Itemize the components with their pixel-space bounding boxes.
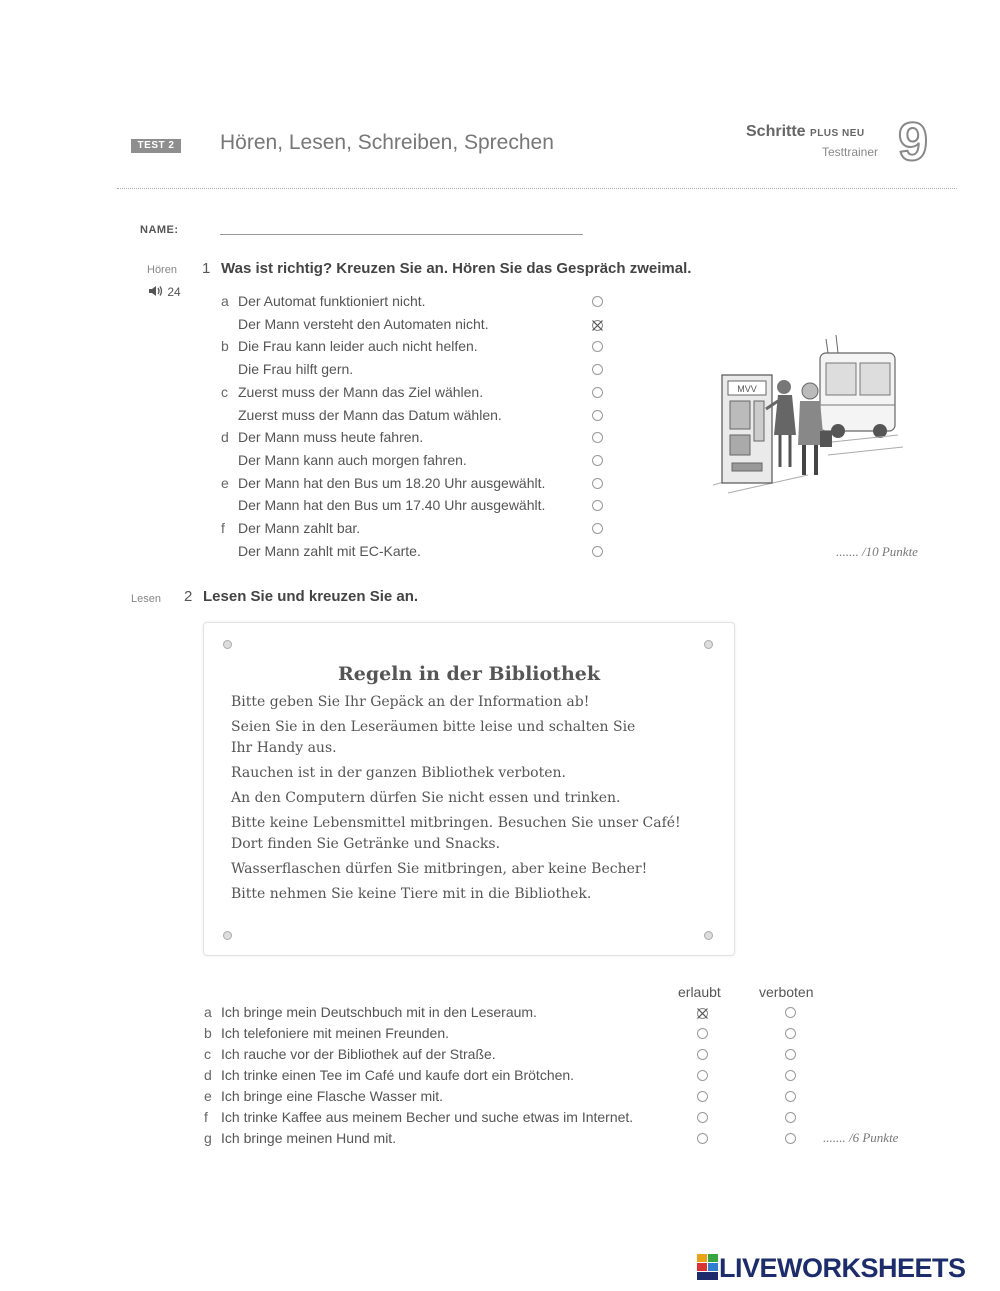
notice-line: Dort finden Sie Getränke und Snacks.: [231, 836, 501, 852]
allowed-checkbox[interactable]: [697, 1133, 708, 1144]
library-rules-notice: [203, 622, 735, 956]
item-letter: e: [221, 474, 229, 491]
notice-line: Seien Sie in den Leseräumen bitte leise und schalten Sie: [231, 719, 636, 735]
audio-track-number: 24: [167, 285, 181, 299]
statement-text: Ich bringe mein Deutschbuch mit in den Leseraum.: [221, 1004, 537, 1020]
screw-icon: [223, 931, 232, 940]
liveworksheets-logo-icon: [697, 1254, 719, 1280]
liveworksheets-logo: [697, 1253, 966, 1284]
forbidden-checkbox[interactable]: [785, 1133, 796, 1144]
item-letter: c: [204, 1046, 211, 1062]
brand-small: PLUS NEU: [810, 128, 865, 139]
statement-text: Der Automat funktioniert nicht.: [238, 293, 426, 309]
notice-line: Rauchen ist in der ganzen Bibliothek verboten.: [231, 765, 566, 781]
column-header-forbidden: verboten: [759, 984, 814, 1000]
statement-text: Zuerst muss der Mann das Datum wählen.: [238, 406, 502, 423]
item-letter: b: [204, 1025, 212, 1041]
brand-main: Schritte: [746, 123, 806, 140]
ticket-machine: [722, 375, 772, 483]
task-instruction: Was ist richtig? Kreuzen Sie an. Hören Sie das Gespräch zweimal.: [221, 260, 692, 277]
screw-icon: [704, 640, 713, 649]
audio-track[interactable]: [148, 285, 181, 299]
name-input-line[interactable]: [220, 234, 583, 235]
item-letter: b: [221, 338, 229, 355]
statement-text: Der Mann hat den Bus um 17.40 Uhr ausgewählt.: [238, 497, 546, 514]
statement-text: Ich telefoniere mit meinen Freunden.: [221, 1025, 450, 1041]
page-title: Hören, Lesen, Schreiben, Sprechen: [220, 131, 554, 154]
item-letter: f: [221, 520, 225, 536]
screw-icon: [223, 640, 232, 649]
answer-checkbox[interactable]: [592, 546, 603, 557]
item-letter: f: [204, 1109, 208, 1125]
task-number: 2: [184, 588, 193, 605]
statement-text: Ich rauche vor der Bibliothek auf der Straße.: [221, 1046, 496, 1062]
name-label: NAME:: [140, 224, 179, 236]
statement-text: Zuerst muss der Mann das Ziel wählen.: [238, 383, 484, 400]
speaker-icon: [148, 285, 164, 297]
allowed-checkbox-checked[interactable]: [696, 1007, 709, 1020]
statement-text: Ich bringe eine Flasche Wasser mit.: [221, 1088, 444, 1104]
screw-icon: [704, 931, 713, 940]
answer-checkbox[interactable]: [592, 364, 603, 375]
item-letter: g: [204, 1130, 212, 1146]
answer-checkbox[interactable]: [592, 478, 603, 489]
logo-text: LIVEWORKSHEETS: [719, 1253, 966, 1283]
answer-checkbox[interactable]: [592, 341, 603, 352]
item-letter: a: [221, 293, 229, 309]
item-letter: d: [221, 429, 229, 446]
statement-text: Ich trinke Kaffee aus meinem Becher und suche etwas im Internet.: [221, 1109, 634, 1125]
column-header-allowed: erlaubt: [678, 984, 721, 1000]
notice-line: Ihr Handy aus.: [231, 740, 337, 756]
allowed-checkbox[interactable]: [697, 1049, 708, 1060]
statement-text: Der Mann hat den Bus um 18.20 Uhr ausgewählt.: [238, 474, 546, 491]
statement-text: Der Mann versteht den Automaten nicht.: [238, 315, 489, 332]
machine-label: MVV: [737, 384, 757, 394]
test-badge: TEST 2: [131, 139, 181, 153]
brand-number: 9: [898, 112, 929, 172]
forbidden-checkbox[interactable]: [785, 1070, 796, 1081]
task1-points[interactable]: ....... /10 Punkte: [836, 544, 918, 559]
notice-line: Wasserflaschen dürfen Sie mitbringen, aber keine Becher!: [231, 861, 648, 877]
section-label-listening: Hören: [147, 264, 177, 276]
item-letter: c: [221, 383, 228, 400]
statement-text: Der Mann muss heute fahren.: [238, 429, 424, 446]
answer-checkbox[interactable]: [592, 410, 603, 421]
answer-checkbox[interactable]: [592, 296, 603, 307]
item-letter: e: [204, 1088, 212, 1104]
statement-text: Der Mann zahlt bar.: [238, 520, 361, 536]
answer-checkbox[interactable]: [592, 387, 603, 398]
item-letter: a: [204, 1004, 212, 1020]
notice-line: Bitte keine Lebensmittel mitbringen. Besuchen Sie unser Café!: [231, 815, 681, 831]
statement-text: Ich bringe meinen Hund mit.: [221, 1130, 397, 1146]
notice-line: Bitte geben Sie Ihr Gepäck an der Information ab!: [231, 694, 590, 710]
task2-points[interactable]: ....... /6 Punkte: [823, 1130, 899, 1145]
section-label-reading: Lesen: [131, 593, 161, 605]
forbidden-checkbox[interactable]: [785, 1007, 796, 1018]
ticket-machine-illustration: [708, 335, 908, 495]
allowed-checkbox[interactable]: [697, 1028, 708, 1039]
task-instruction: Lesen Sie und kreuzen Sie an.: [203, 588, 419, 605]
item-letter: d: [204, 1067, 212, 1083]
forbidden-checkbox[interactable]: [785, 1091, 796, 1102]
forbidden-checkbox[interactable]: [785, 1028, 796, 1039]
allowed-checkbox[interactable]: [697, 1091, 708, 1102]
forbidden-checkbox[interactable]: [785, 1112, 796, 1123]
header-divider: [117, 188, 957, 189]
answer-checkbox[interactable]: [592, 455, 603, 466]
statement-text: Die Frau kann leider auch nicht helfen.: [238, 338, 478, 355]
answer-checkbox-checked[interactable]: [591, 319, 604, 332]
answer-checkbox[interactable]: [592, 432, 603, 443]
statement-text: Der Mann kann auch morgen fahren.: [238, 451, 467, 468]
statement-text: Die Frau hilft gern.: [238, 361, 354, 378]
notice-line: Bitte nehmen Sie keine Tiere mit in die Bibliothek.: [231, 886, 592, 902]
statement-text: Der Mann zahlt mit EC-Karte.: [238, 542, 421, 559]
forbidden-checkbox[interactable]: [785, 1049, 796, 1060]
brand-subtitle: Testtrainer: [822, 145, 879, 159]
brand-name: [746, 123, 865, 141]
task-number: 1: [202, 260, 211, 277]
allowed-checkbox[interactable]: [697, 1112, 708, 1123]
notice-line: An den Computern dürfen Sie nicht essen und trinken.: [231, 790, 621, 806]
answer-checkbox[interactable]: [592, 500, 603, 511]
statement-text: Ich trinke einen Tee im Café und kaufe dort ein Brötchen.: [221, 1067, 575, 1083]
bus-icon: [820, 335, 895, 438]
notice-title: Regeln in der Bibliothek: [337, 663, 601, 685]
answer-checkbox[interactable]: [592, 523, 603, 534]
allowed-checkbox[interactable]: [697, 1070, 708, 1081]
